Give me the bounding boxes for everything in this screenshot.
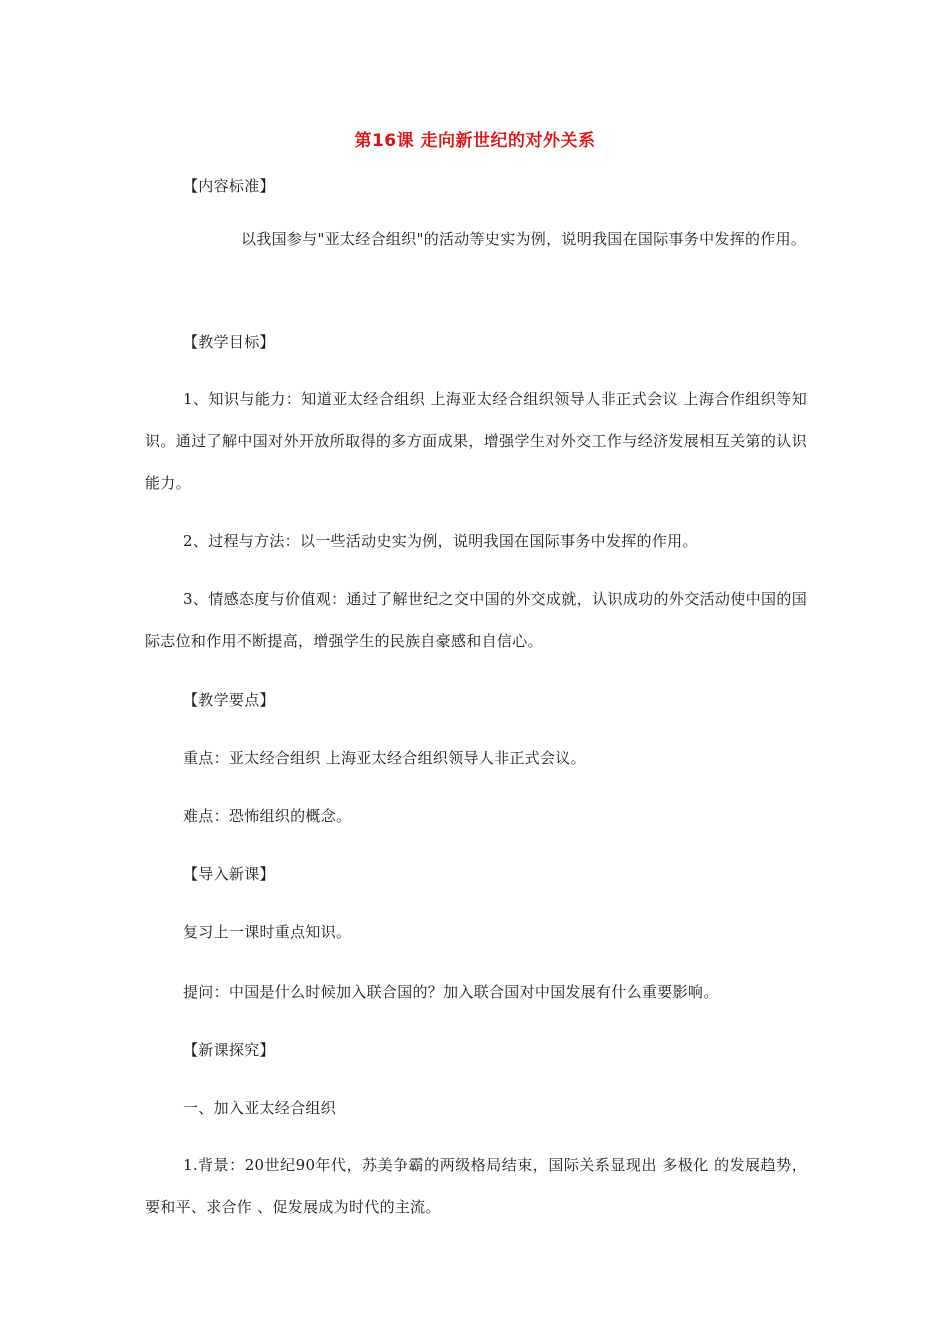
key-points-heading: 【教学要点】 [183, 691, 275, 709]
document-title: 第16课 走向新世纪的对外关系 [354, 131, 596, 151]
content-standard-text: 以我国参与"亚太经合组织"的活动等史实为例，说明我国在国际事务中发挥的作用。 [241, 230, 807, 248]
teaching-goal-2: 2、过程与方法：以一些活动史实为例，说明我国在国际事务中发挥的作用。 [183, 532, 698, 550]
introduction-question: 提问：中国是什么时候加入联合国的？加入联合国对中国发展有什么重要影响。 [183, 983, 719, 1001]
introduction-review: 复习上一课时重点知识。 [183, 923, 352, 941]
new-lesson-background: 1.背景：20世纪90年代，苏美争霸的两级格局结束，国际关系显现出 多极化 的发展趋势，要和平、求合作 、促发展成为时代的主流。 [145, 1156, 807, 1216]
new-lesson-heading: 【新课探究】 [183, 1041, 275, 1059]
key-point-focus: 重点：亚太经合组织 上海亚太经合组织领导人非正式会议。 [183, 749, 586, 767]
introduction-heading: 【导入新课】 [183, 865, 275, 883]
teaching-goal-1: 1、知识与能力：知道亚太经合组织 上海亚太经合组织领导人非正式会议 上海合作组织等知识。通过了解中国对外开放所取得的多方面成果，增强学生对外交工作与经济发展相互关第的认识能力。 [145, 390, 807, 492]
teaching-goal-3: 3、情感态度与价值观：通过了解世纪之交中国的外交成就，认识成功的外交活动使中国的国际志位和作用不断提高，增强学生的民族自豪感和自信心。 [145, 590, 807, 650]
new-lesson-section-1: 一、加入亚太经合组织 [183, 1099, 337, 1117]
key-point-difficulty: 难点：恐怖组织的概念。 [183, 807, 352, 825]
content-standard-heading: 【内容标准】 [183, 177, 275, 195]
teaching-goals-heading: 【教学目标】 [183, 333, 275, 351]
